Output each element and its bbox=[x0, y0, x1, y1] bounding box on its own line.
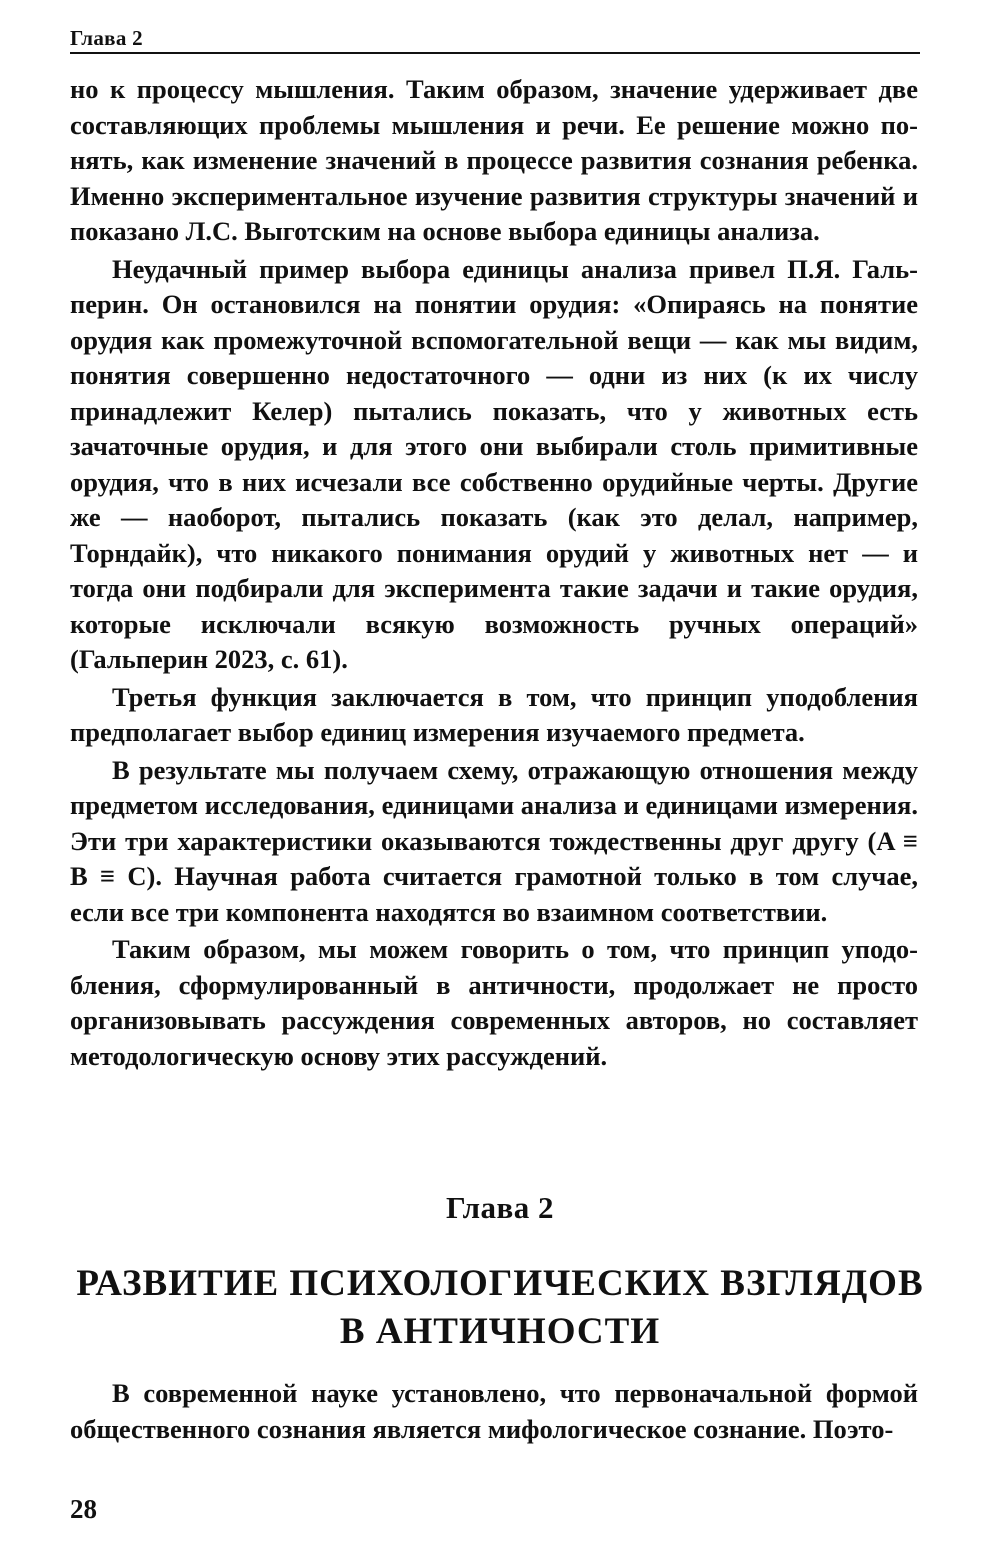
chapter-paragraph-1: В современной науке установлено, что первоначальной формой общественного сознания является мифологическое сознание. Поэто- bbox=[70, 1378, 918, 1444]
paragraph-3: Третья функция заключается в том, что принцип уподобления предполагает выбор единиц измерения изучаемого предмета. bbox=[70, 681, 918, 747]
chapter-body-text bbox=[70, 1376, 918, 1447]
chapter-title bbox=[40, 1260, 960, 1356]
paragraph-4: В результате мы получаем схему, отражающую отношения между предметом исследования, единицами анализа и единицами измерения. Эти три характеристики оказываются тождественны друг другу (A ≡ B ≡ C). Научная работа считается грамотной только в том случае, если все три компонента находятся во взаимном соответствии. bbox=[70, 754, 918, 927]
paragraph-5: Таким образом, мы можем говорить о том, что принцип уподобления, сформулированный в античности, продолжает не просто организовывать рассуждения современных авторов, но составляет методологическую основу этих рассуждений. bbox=[70, 934, 918, 1071]
page-number: 28 bbox=[70, 1494, 97, 1524]
running-head bbox=[70, 22, 920, 54]
chapter-title-line-2: В АНТИЧНОСТИ bbox=[339, 1311, 661, 1352]
paragraph-1: но к процессу мышления. Таким образом, значение удерживает две составляющих проблемы мышления и речи. Ее решение можно понять, как изменение значений в процессе развития сознания ребенка. Именно экспериментальное изучение развития структуры значений и показано Л.С. Выготским на основе выбора единицы анализа. bbox=[70, 74, 918, 246]
chapter-label: Глава 2 bbox=[445, 1190, 555, 1225]
paragraph-2: Неудачный пример выбора единицы анализа привел П.Я. Гальперин. Он остановился на понятии орудия: «Опираясь на понятие орудия как промежуточной вспомогательной вещи — как мы видим, понятия совершенно недостаточного — одни из них (к их числу принадлежит Келер) пытались показать, что у животных есть зачаточные орудия, и для этого они выбирали столь примитивные орудия, что в них исчезали все собственно орудийные черты. Другие же — наоборот, пытались показать (как это делал, например, Торндайк), что никакого понимания орудий у животных нет — и тогда они подбирали для эксперимента такие задачи и такие орудия, которые исключали всякую возможность ручных операций» (Гальперин 2023, с. 61). bbox=[70, 253, 918, 674]
running-head-text: Глава 2 bbox=[70, 26, 143, 50]
body-text bbox=[70, 72, 918, 1074]
chapter-title-line-1: РАЗВИТИЕ ПСИХОЛОГИЧЕСКИХ ВЗГЛЯДОВ bbox=[76, 1263, 924, 1304]
